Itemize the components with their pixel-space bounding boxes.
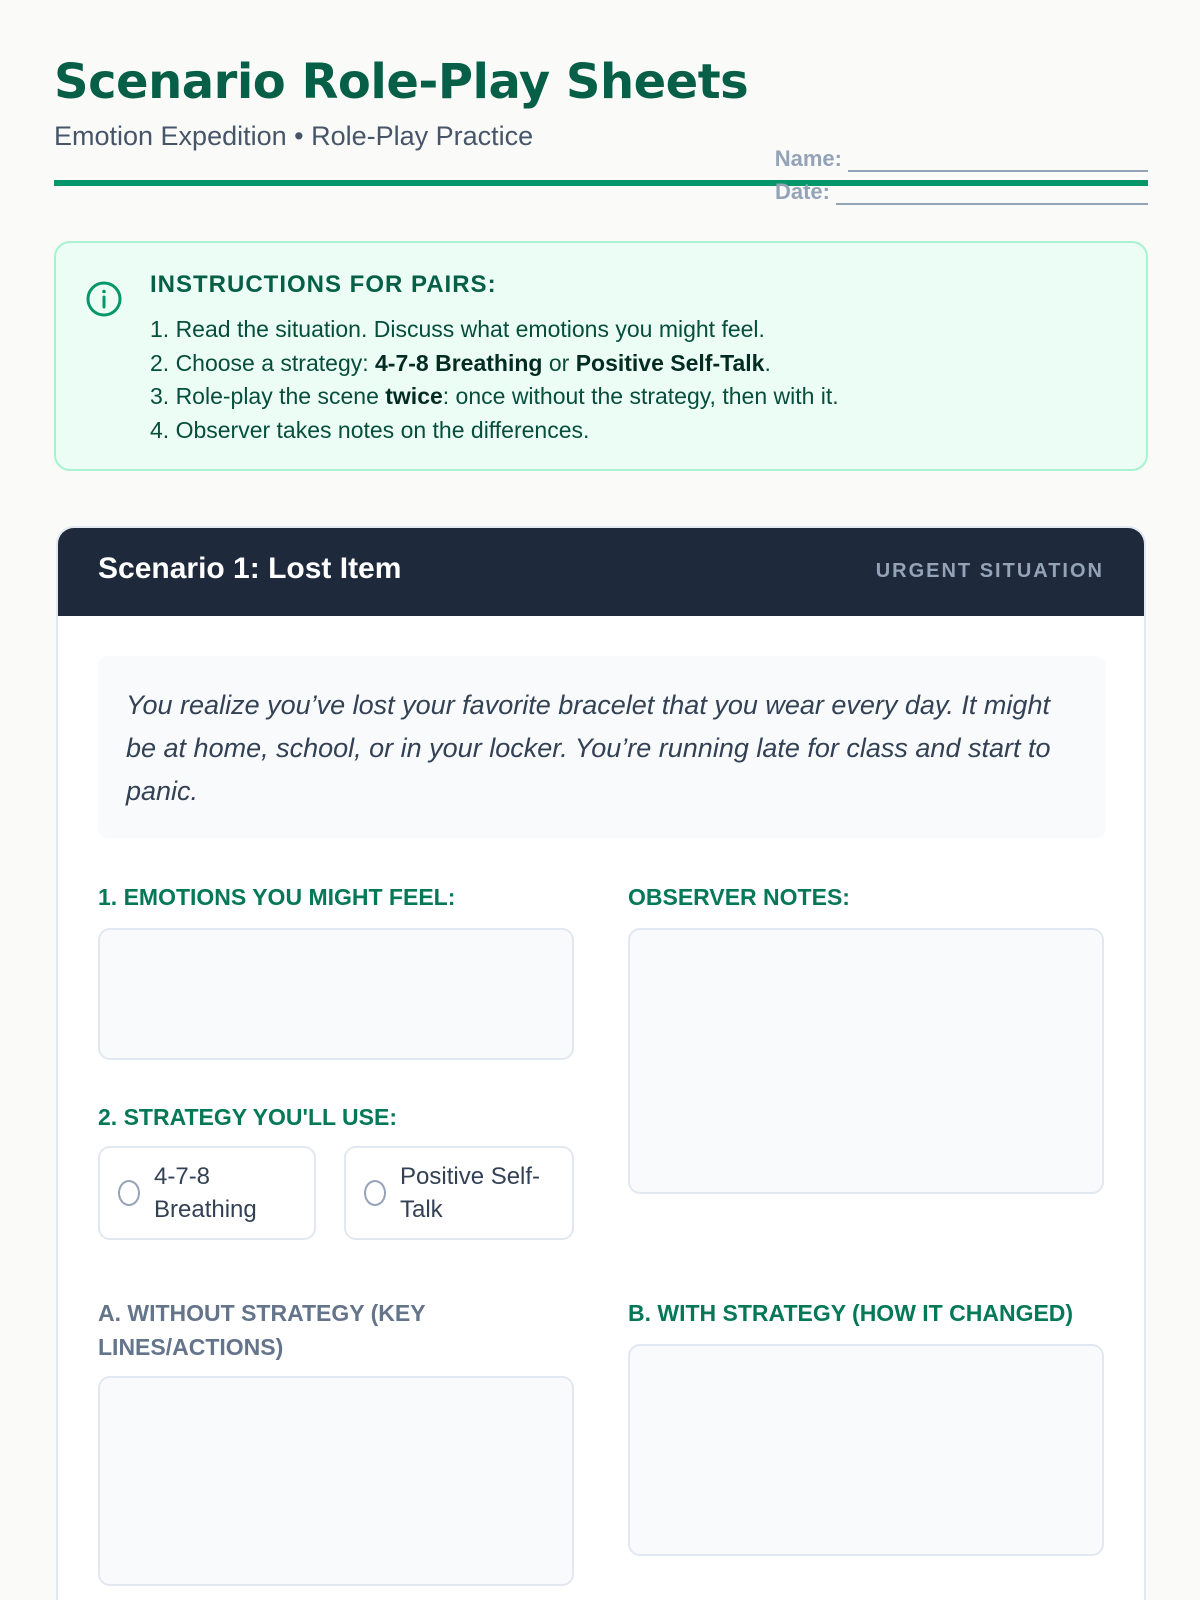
radio-breathing[interactable] <box>118 1180 140 1206</box>
without-strategy-input[interactable] <box>98 1376 574 1586</box>
option-self-talk[interactable] <box>344 1146 574 1240</box>
instruction-step-3: 3. Role-play the scene twice: once without the strategy, then with it. <box>150 383 839 409</box>
scenario-card <box>56 526 1146 1600</box>
strategy-name-self-talk: Positive Self-Talk <box>575 349 765 376</box>
date-line[interactable] <box>836 183 1148 205</box>
option-self-talk-label: Positive Self-Talk <box>400 1163 541 1223</box>
instructions-list <box>150 313 839 447</box>
observer-notes-input[interactable] <box>628 928 1104 1194</box>
date-field[interactable] <box>775 175 1148 205</box>
with-strategy-input[interactable] <box>628 1344 1104 1556</box>
strategy-label: 2. STRATEGY YOU'LL USE: <box>98 1104 397 1130</box>
instruction-step-4: 4. Observer takes notes on the differences. <box>150 416 590 443</box>
instructions-box <box>54 241 1148 471</box>
scenario-header <box>58 528 1144 616</box>
page-subtitle: Emotion Expedition • Role-Play Practice <box>54 121 534 151</box>
emotions-label: 1. EMOTIONS YOU MIGHT FEEL: <box>98 884 456 910</box>
emotions-input[interactable] <box>98 928 574 1060</box>
info-icon <box>84 279 124 319</box>
name-line[interactable] <box>848 150 1148 172</box>
option-breathing-label: 4-7-8 Breathing <box>154 1163 257 1223</box>
page-title: Scenario Role-Play Sheets <box>54 54 749 110</box>
instruction-step-1: 1. Read the situation. Discuss what emotions you might feel. <box>150 316 765 342</box>
page-header <box>54 54 1148 204</box>
option-breathing[interactable] <box>98 1146 316 1240</box>
name-label: Name: <box>774 146 842 171</box>
without-strategy-label: A. WITHOUT STRATEGY (KEY LINES/ACTIONS) <box>98 1300 426 1360</box>
instructions-title: INSTRUCTIONS FOR PAIRS: <box>150 271 497 298</box>
instruction-step-2: 2. Choose a strategy: 4-7-8 Breathing or Positive Self-Talk. <box>150 349 771 376</box>
scenario-title: Scenario 1: Lost Item <box>98 552 402 585</box>
with-strategy-label: B. WITH STRATEGY (HOW IT CHANGED) <box>628 1300 1074 1326</box>
emphasis-twice: twice <box>385 383 443 409</box>
radio-self-talk[interactable] <box>364 1180 386 1206</box>
date-label: Date: <box>774 179 830 204</box>
observer-notes-label: OBSERVER NOTES: <box>628 884 850 910</box>
scenario-tag: URGENT SITUATION <box>875 560 1104 582</box>
strategy-name-breathing: 4-7-8 Breathing <box>375 349 543 376</box>
name-field[interactable] <box>775 142 1148 172</box>
scenario-description: You realize you’ve lost your favorite bracelet that you wear every day. It might be at home, school, or in your locker. You’re running late for class and start to panic. <box>98 656 1106 838</box>
